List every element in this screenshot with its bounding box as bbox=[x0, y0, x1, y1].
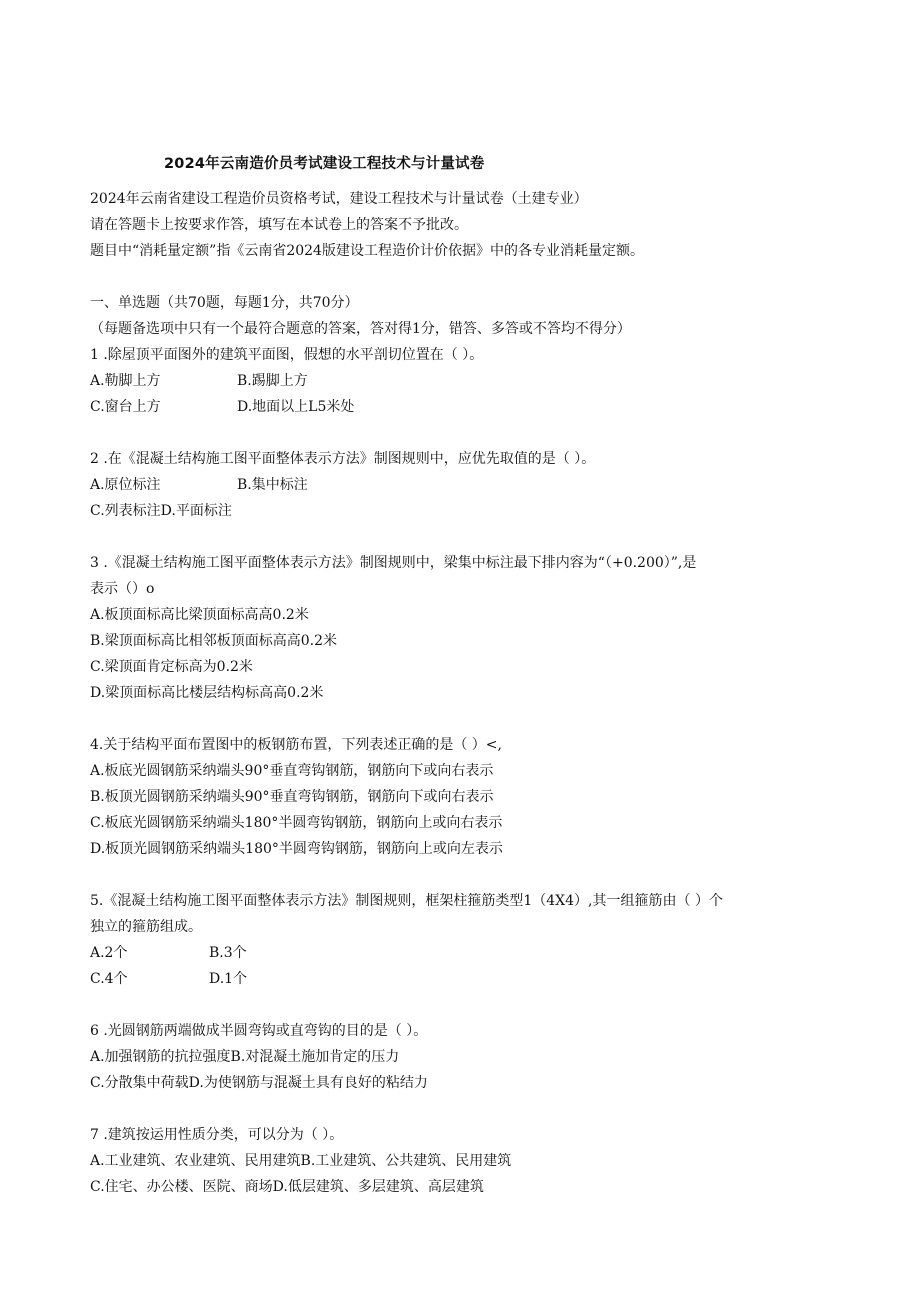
question-6-options-cd: C.分散集中荷载D.为使钢筋与混凝土具有良好的粘结力 bbox=[90, 1075, 428, 1091]
question-5-stem-line-2: 独立的箍筋组成。 bbox=[90, 919, 202, 935]
question-2-options-cd: C.列表标注D.平面标注 bbox=[90, 503, 232, 519]
question-4-option-a: A.板底光圆钢筋采纳端头90°垂直弯钩钢筋，钢筋向下或向右表示 bbox=[90, 763, 494, 779]
question-6-stem: 6 .光圆钢筋两端做成半圆弯钩或直弯钩的目的是（ ）。 bbox=[90, 1023, 428, 1039]
question-5-option-b: B.3个 bbox=[209, 945, 247, 961]
question-4-option-c: C.板底光圆钢筋采纳端头180°半圆弯钩钢筋，钢筋向上或向右表示 bbox=[90, 815, 503, 831]
question-3-option-c: C.梁顶面肯定标高为0.2米 bbox=[90, 659, 253, 675]
question-3-option-b: B.梁顶面标高比相邻板顶面标高高0.2米 bbox=[90, 633, 338, 649]
question-5-options-cd bbox=[90, 966, 810, 992]
question-7-options-cd: C.住宅、办公楼、医院、商场D.低层建筑、多层建筑、高层建筑 bbox=[90, 1179, 484, 1195]
question-4-stem: 4.关于结构平面布置图中的板钢筋布置，下列表述正确的是（ ）<, bbox=[90, 737, 502, 753]
question-5-option-c: C.4个 bbox=[90, 971, 128, 987]
section-heading: 一、单选题（共70题，每题1分，共70分） bbox=[90, 295, 359, 311]
document-title: 2024年云南造价员考试建设工程技术与计量试卷 bbox=[164, 156, 485, 172]
question-7-options-ab: A.工业建筑、农业建筑、民用建筑B.工业建筑、公共建筑、民用建筑 bbox=[90, 1153, 512, 1169]
question-4-option-d: D.板顶光圆钢筋采纳端头180°半圆弯钩钢筋，钢筋向上或向左表示 bbox=[90, 841, 503, 857]
question-2-option-b: B.集中标注 bbox=[237, 477, 308, 493]
question-1-options-cd bbox=[90, 394, 810, 420]
question-3-option-a: A.板顶面标高比梁顶面标高高0.2米 bbox=[90, 607, 309, 623]
question-1-option-b: B.踢脚上方 bbox=[237, 373, 308, 389]
question-4-option-b: B.板顶光圆钢筋采纳端头90°垂直弯钩钢筋，钢筋向下或向右表示 bbox=[90, 789, 494, 805]
question-1-stem: 1 .除屋顶平面图外的建筑平面图，假想的水平剖切位置在（ ）。 bbox=[90, 347, 484, 363]
question-2-stem: 2 .在《混凝土结构施工图平面整体表示方法》制图规则中，应优先取值的是（ ）。 bbox=[90, 451, 596, 467]
document-body bbox=[90, 186, 810, 1200]
question-5-option-d: D.1个 bbox=[209, 971, 248, 987]
question-1-option-d: D.地面以上L5米处 bbox=[237, 399, 355, 415]
intro-line-1: 2024年云南省建设工程造价员资格考试，建设工程技术与计量试卷（土建专业） bbox=[90, 191, 588, 207]
question-1-options-ab bbox=[90, 368, 810, 394]
intro-line-2: 请在答题卡上按要求作答，填写在本试卷上的答案不予批改。 bbox=[90, 217, 468, 233]
question-7-stem: 7 .建筑按运用性质分类，可以分为（ ）。 bbox=[90, 1127, 344, 1143]
question-3-stem-line-1: 3 .《混凝土结构施工图平面整体表示方法》制图规则中，梁集中标注最下排内容为“（+0.200）”,是 bbox=[90, 555, 697, 571]
question-5-option-a: A.2个 bbox=[90, 945, 128, 961]
question-5-options-ab bbox=[90, 940, 810, 966]
question-1-option-c: C.窗台上方 bbox=[90, 399, 161, 415]
question-1-option-a: A.勒脚上方 bbox=[90, 373, 161, 389]
question-6-options-ab: A.加强钢筋的抗拉强度B.对混凝土施加肯定的压力 bbox=[90, 1049, 400, 1065]
section-note: （每题备选项中只有一个最符合题意的答案，答对得1分，错答、多答或不答均不得分） bbox=[90, 321, 631, 337]
question-2-options-ab bbox=[90, 472, 810, 498]
question-2-option-a: A.原位标注 bbox=[90, 477, 161, 493]
question-3-stem-line-2: 表示（）o bbox=[90, 581, 155, 597]
intro-line-3: 题目中“消耗量定额”指《云南省2024版建设工程造价计价依据》中的各专业消耗量定额。 bbox=[90, 243, 644, 259]
question-5-stem-line-1: 5.《混凝土结构施工图平面整体表示方法》制图规则，框架柱箍筋类型1（4X4）,其一组箍筋由（ ）个 bbox=[90, 893, 723, 909]
question-3-option-d: D.梁顶面标高比楼层结构标高高0.2米 bbox=[90, 685, 324, 701]
